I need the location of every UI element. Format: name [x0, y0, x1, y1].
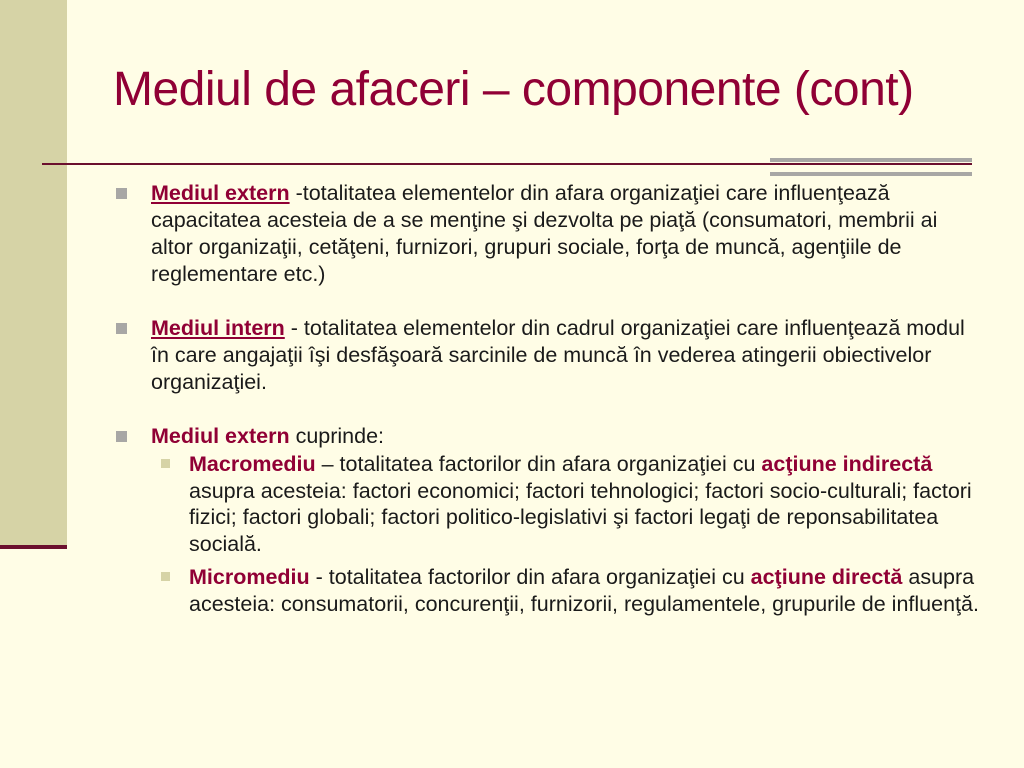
bullet-mediul-extern-cuprinde [113, 423, 983, 617]
bullet-mediul-intern [113, 315, 983, 396]
subbullet-text: asupra acesteia: factori economici; factori tehnologici; factori socio-culturali; factori fizici; factori globali; factori politico-legislativi şi factori legaţi de reponsabilitatea socială. [189, 478, 972, 556]
bullet-mediul-extern [113, 180, 983, 288]
sidebar-bar [0, 0, 67, 548]
subbullet-emphasis: acţiune directă [750, 565, 903, 589]
square-bullet-icon [116, 188, 127, 199]
sidebar-rule [0, 545, 67, 549]
bullet-term: Mediul intern [151, 316, 285, 340]
square-bullet-icon [116, 323, 127, 334]
subbullet-emphasis: acţiune indirectă [761, 452, 933, 476]
subbullet-text: - totalitatea factorilor din afara organizaţiei cu [309, 565, 751, 589]
bullet-text: - totalitatea elementelor din cadrul organizaţiei care influenţează modul în care angajaţii îşi desfăşoară sarcinile de muncă în vederea atingerii obiectivelor organizaţiei. [151, 316, 965, 394]
divider-accent-bottom [770, 172, 972, 176]
square-subbullet-icon [161, 572, 170, 581]
square-subbullet-icon [161, 459, 170, 468]
subbullet-term: Macromediu [189, 452, 316, 476]
subbullet-term: Micromediu [189, 565, 310, 589]
subbullet-macromediu [106, 451, 983, 557]
bullet-text: cuprinde: [289, 424, 385, 448]
title-divider [42, 163, 972, 165]
bullet-term: Mediul extern [151, 424, 290, 448]
bullet-term: Mediul extern [151, 181, 290, 205]
subbullet-text: – totalitatea factorilor din afara organizaţiei cu [315, 452, 762, 476]
subbullet-text: asupra acesteia: consumatorii, concurenţii, furnizorii, regulamentele, grupurile de influenţă. [189, 565, 979, 616]
divider-accent-top [770, 158, 972, 162]
bullet-text: -totalitatea elementelor din afara organizaţiei care influenţează capacitatea acesteia de a se menţine şi dezvolta pe piaţă (consumatori, membrii ai altor organizaţii, cetăţeni, furnizori, grupuri sociale, forţa de muncă, agenţiile de reglementare etc.) [151, 181, 938, 286]
subbullet-micromediu [106, 564, 983, 617]
slide-body [113, 180, 983, 617]
slide-title: Mediul de afaceri – componente (cont) [113, 63, 914, 116]
square-bullet-icon [116, 431, 127, 442]
